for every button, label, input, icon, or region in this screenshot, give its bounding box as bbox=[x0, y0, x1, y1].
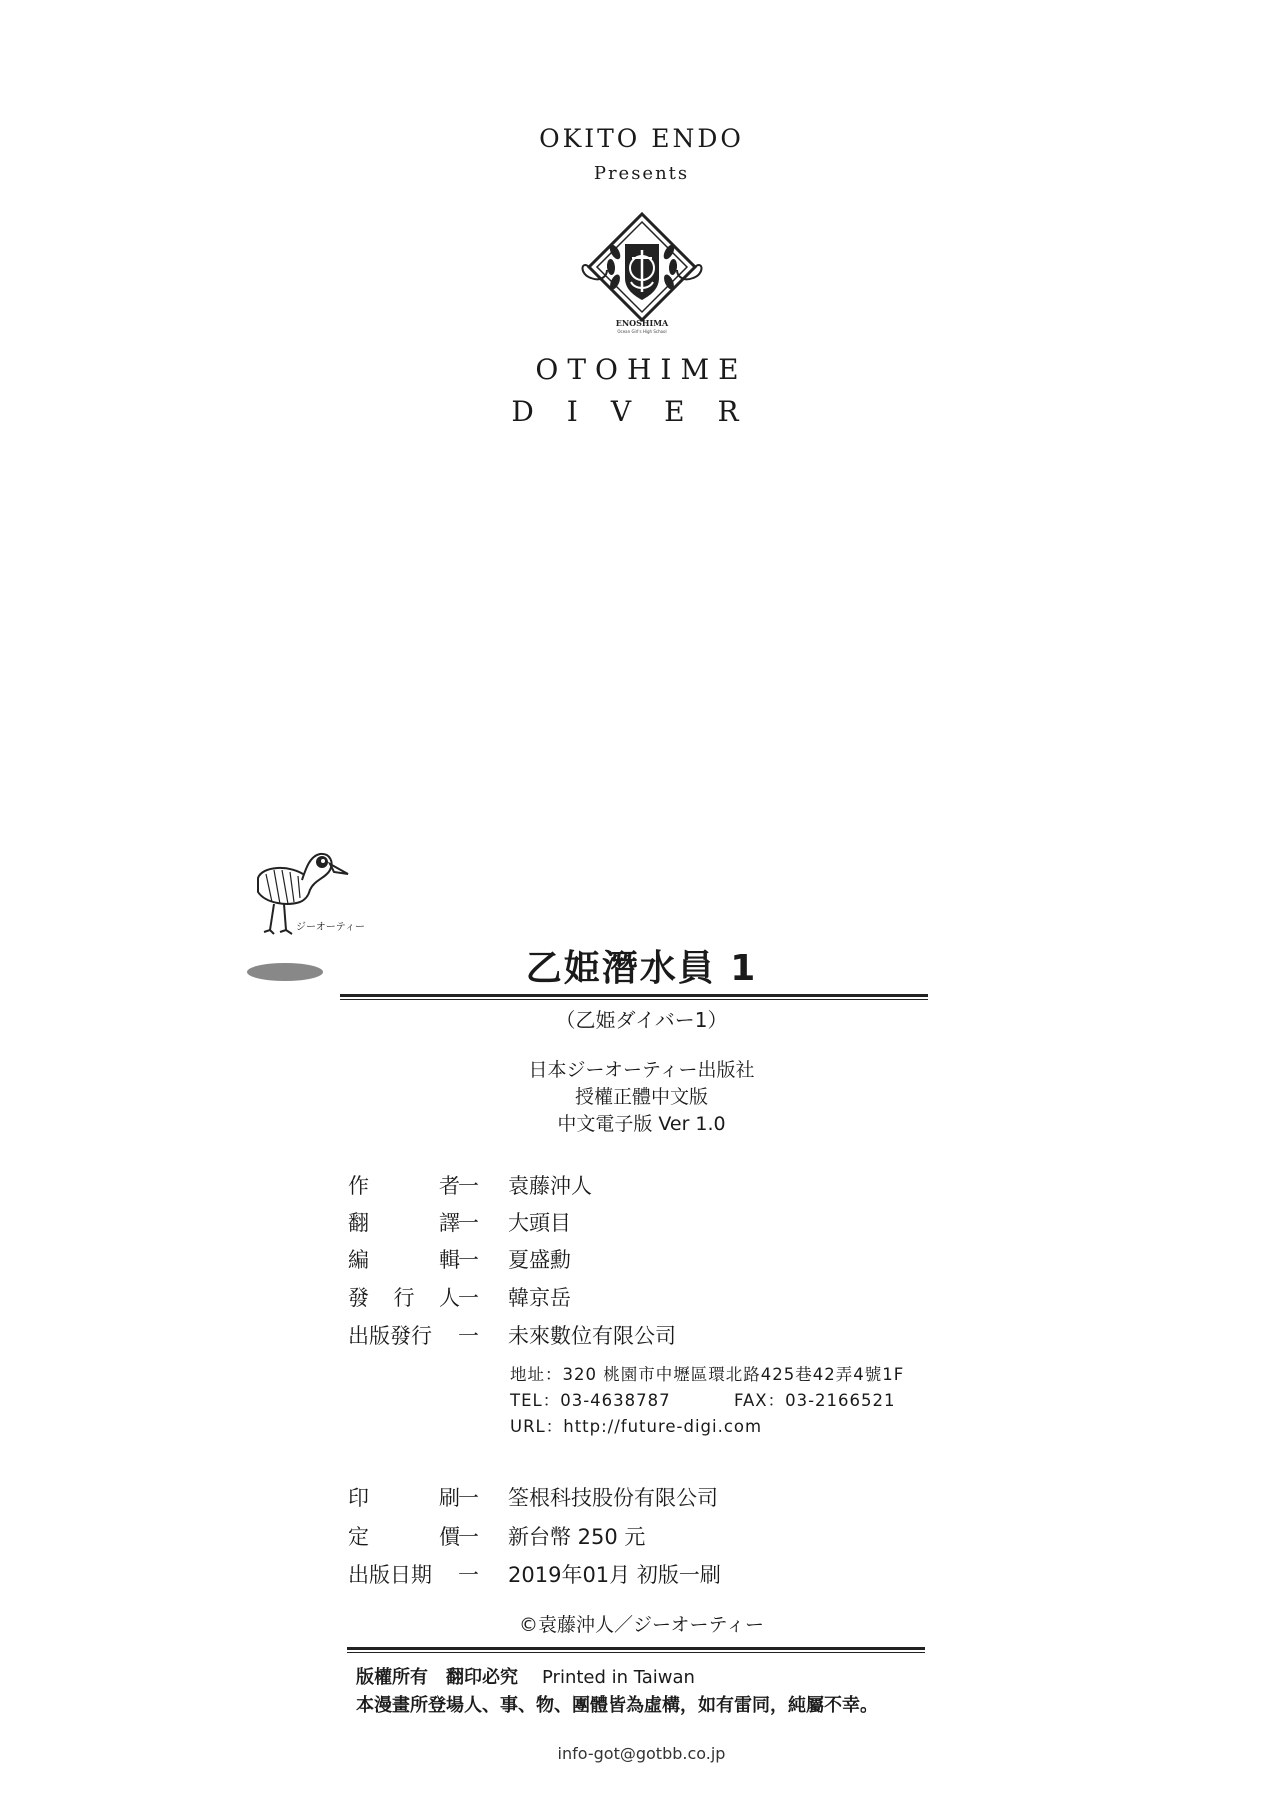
credit-label bbox=[348, 1521, 460, 1551]
credit-dash: 一 bbox=[458, 1248, 479, 1272]
contact-email: info-got@gotbb.co.jp bbox=[557, 1744, 726, 1763]
printed-in: Printed in Taiwan bbox=[542, 1667, 695, 1688]
original-title: （乙姫ダイバー1） bbox=[555, 1008, 728, 1032]
credit-label-char: 印 bbox=[348, 1486, 369, 1510]
credit-label bbox=[348, 1244, 460, 1274]
credit-label-char: 人 bbox=[439, 1286, 460, 1310]
divider-bottom bbox=[347, 1647, 925, 1650]
license-edition: 授權正體中文版 bbox=[574, 1086, 708, 1108]
rights-notice bbox=[356, 1663, 695, 1689]
ebook-version: 中文電子版 Ver 1.0 bbox=[557, 1113, 726, 1135]
credit-value: 筌根科技股份有限公司 bbox=[508, 1486, 718, 1510]
credit-label-char: 輯 bbox=[439, 1248, 460, 1272]
book-title: 乙姫潛水員 1 bbox=[525, 948, 758, 989]
publisher-address: 地址：320 桃園市中壢區環北路425巷42弄4號1F bbox=[510, 1365, 905, 1384]
credit-dash: 一 bbox=[458, 1174, 479, 1198]
credit-label-char: 出版發行 bbox=[348, 1324, 432, 1348]
credit-value: 新台幣 250 元 bbox=[508, 1525, 646, 1549]
credit-label-char: 編 bbox=[348, 1248, 369, 1272]
credit-label-char: 定 bbox=[348, 1525, 369, 1549]
divider-top-thin bbox=[340, 999, 928, 1000]
credit-label bbox=[348, 1320, 460, 1350]
publisher-url: URL：http://future-digi.com bbox=[510, 1417, 763, 1436]
credit-label-char: 發 bbox=[348, 1286, 369, 1310]
copyright-notice: ©袁藤沖人／ジーオーティー bbox=[518, 1614, 765, 1636]
credit-label-char: 譯 bbox=[439, 1211, 460, 1235]
credit-label bbox=[348, 1482, 460, 1512]
divider-bottom-thin bbox=[347, 1652, 925, 1653]
author-presenter: OKITO ENDO bbox=[539, 124, 744, 153]
credit-label bbox=[348, 1559, 460, 1589]
credit-value: 2019年01月 初版一刷 bbox=[508, 1563, 721, 1587]
credit-label-char: 翻 bbox=[348, 1211, 369, 1235]
credit-label-char: 出版日期 bbox=[348, 1563, 432, 1587]
credit-label bbox=[348, 1170, 460, 1200]
presents-text: Presents bbox=[593, 163, 690, 184]
publisher-fax: FAX：03-2166521 bbox=[734, 1391, 896, 1410]
series-title-line1: OTOHIME bbox=[535, 353, 748, 386]
credit-value: 夏盛勳 bbox=[508, 1248, 571, 1272]
credit-value: 未來數位有限公司 bbox=[508, 1324, 676, 1348]
credit-dash: 一 bbox=[458, 1525, 479, 1549]
credit-label-char: 價 bbox=[439, 1525, 460, 1549]
rights-reserved: 版權所有 翻印必究 bbox=[356, 1667, 518, 1688]
credit-dash: 一 bbox=[458, 1563, 479, 1587]
credit-dash: 一 bbox=[458, 1211, 479, 1235]
credit-label-char: 刷 bbox=[439, 1486, 460, 1510]
credit-value: 韓京岳 bbox=[508, 1286, 571, 1310]
credit-dash: 一 bbox=[458, 1324, 479, 1348]
license-publisher: 日本ジーオーティー出版社 bbox=[528, 1059, 755, 1081]
divider-top bbox=[340, 994, 928, 997]
fiction-disclaimer: 本漫畫所登場人、事、物、團體皆為虛構，如有雷同，純屬不幸。 bbox=[356, 1695, 878, 1716]
credit-value: 大頭目 bbox=[508, 1211, 571, 1235]
credit-label bbox=[348, 1207, 460, 1237]
emblem-name: ENOSHIMA bbox=[615, 318, 669, 328]
credit-dash: 一 bbox=[458, 1486, 479, 1510]
publisher-logo-label: ジーオーティー bbox=[296, 922, 365, 933]
credit-label-char: 者 bbox=[439, 1174, 460, 1198]
publisher-tel: TEL：03-4638787 bbox=[510, 1391, 671, 1410]
enoshima-emblem-icon bbox=[577, 212, 707, 334]
credit-value: 袁藤沖人 bbox=[508, 1174, 592, 1198]
credit-label bbox=[348, 1282, 460, 1312]
credit-label-char: 行 bbox=[393, 1286, 415, 1310]
credit-label-char: 作 bbox=[348, 1174, 369, 1198]
series-title-line2: DIVER bbox=[511, 395, 772, 428]
emblem-subtext: Ocean Girl's High School bbox=[617, 329, 667, 334]
credit-dash: 一 bbox=[458, 1286, 479, 1310]
